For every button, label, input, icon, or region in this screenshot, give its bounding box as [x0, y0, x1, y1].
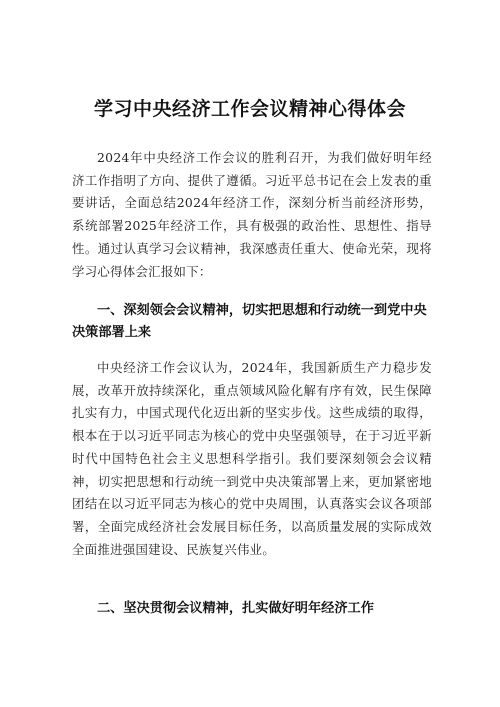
section-1-paragraph: 中央经济工作会议认为，2024年，我国新质生产力稳步发展，改革开放持续深化，重点领域风险化解有序有效，民生保障扎实有力，中国式现代化迈出新的坚实步伐。这些成绩的取得，根本在于以习近平同志为核心的党中央坚强领导，在于习近平新时代中国特色社会主义思想科学指引。我们要深刻领会会议精神，切实把思想和行动统一到党中央决策部署上来，更加紧密地团结在以习近平同志为核心的党中央周围，认真落实会议各项部署，全面完成经济社会发展目标任务，以高质量发展的实际成效全面推进强国建设、民族复兴伟业。: [72, 360, 432, 557]
document-title: 学习中央经济工作会议精神心得体会: [93, 98, 406, 120]
section-heading-2: 二、坚决贯彻会议精神，扎实做好明年经济工作: [97, 601, 374, 616]
section-heading-1: 一、深刻领会会议精神，切实把思想和行动统一到党中央决策部署上来: [72, 303, 427, 340]
intro-paragraph: 2024年中央经济工作会议的胜利召开，为我们做好明年经济工作指明了方向、提供了遵循。习近平总书记在会上发表的重要讲话，全面总结2024年经济工作，深刻分析当前经济形势，系统部署2025年经济工作，具有极强的政治性、思想性、指导性。通过认真学习会议精神，我深感责任重大、使命光荣，现将学习心得体会汇报如下：: [72, 150, 432, 279]
